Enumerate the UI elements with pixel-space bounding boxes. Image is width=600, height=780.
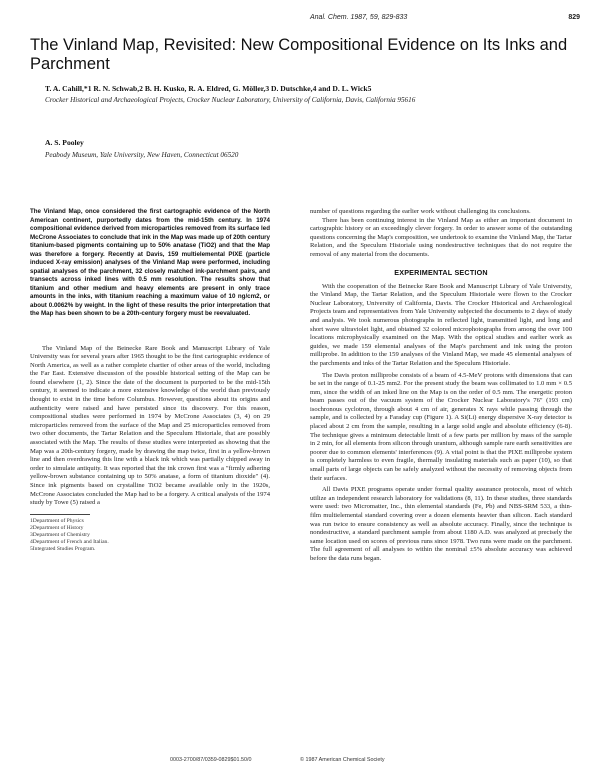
footnote-integrated-studies: 5Integrated Studies Program. xyxy=(30,545,96,552)
intro-continuation: number of questions regarding the earlier work without challenging its conclusions. xyxy=(310,208,531,215)
experimental-paragraph-1: With the cooperation of the Beinecke Rare Book and Manuscript Library of Yale University, the Vinland Map, the Tartar Relation, and the Speculum Historiale were flown to the Crocker Nuclear Laboratory, University of California, Davis. The Crocker Historical and Archaeological Projects team and representatives from Yale University subjected the documents to 2 days of study and analysis. We took numerous photographs in reflected light, transmitted light, and long and short wave ultraviolet light, and obtained 32 colored microphotographs from among the over 100 locations microphysically examined on the Map. With the optical studies and earlier work as guides, we made 159 elemental analyses of the Map's parchment and ink using the proton milliprobe. In addition to the 159 analyses of the Vinland Map, we made 45 elemental analyses of the parchments and inks of the Tartar Relation and the Speculum Historiale. xyxy=(310,282,572,367)
article-code: 0003-2700/87/0359-0829$01.50/0 xyxy=(170,757,252,763)
affiliation-crocker: Crocker Historical and Archaeological Projects, Crocker Nuclear Laboratory, University of California, Davis, California 95616 xyxy=(45,96,416,104)
section-heading-experimental: EXPERIMENTAL SECTION xyxy=(394,267,488,277)
author-pooley: A. S. Pooley xyxy=(45,138,84,147)
experimental-paragraph-3: All Davis PIXE programs operate under formal quality assurance protocols, most of which utilize an independent research laboratory for validations (8, 11). In these studies, three standards were used: two Micromatter, Inc., thin elemental standards (Fe, Pb) and NBS-SRM 533, a thin-film multielemental standard covering over a dozen elements heavier than silicon. Each standard was run twice to ensure consistency as well as absolute accuracy. Finally, since the technique is nondestructive, a standard parchment sample from about 1180 A.D. was analyzed at precisely the same location used on scores of previous runs since 1978. Two runs were made on the parchment. The full agreement of all analyses to within the nominal ±5% absolute accuracy was achieved before the data runs began. xyxy=(310,486,572,562)
right-column xyxy=(310,208,572,564)
author-list: T. A. Cahill,*1 R. N. Schwab,2 B. H. Kusko, R. A. Eldred, G. Möller,3 D. Dutschke,4 and D. L. Wick5 xyxy=(45,84,372,93)
footnote-chemistry: 3Department of Chemistry xyxy=(30,531,90,538)
affiliation-peabody: Peabody Museum, Yale University, New Haven, Connecticut 06520 xyxy=(45,151,239,159)
experimental-paragraph-2: The Davis proton milliprobe consists of a beam of 4.5-MeV protons with dimensions that can be set in the range of 0.1-25 mm2. For the present study the beam was collimated to 1.0 mm × 0.5 mm, since the width of an inked line on the Map is on the order of 0.5 mm. The energetic proton beam passes out of the vacuum system of the Crocker Nuclear Laboratory's 76" (193 cm) isochronous cyclotron, through about 4 cm of air, generates X rays while passing through the sample, and is collected by a Faraday cup (Figure 1). A Si(Li) energy dispersive X-ray detector is placed about 2 cm from the sample, resulting in a large solid angle and absolute efficiency (6-8). The technique gives a minimum detectable limit of a few parts per million by mass of the sample in 2 min, for all elements from silicon through uranium, although sample rare earth sensitivities are poorer due to common elements' interferences (9). A vital point is that the PIXE milliprobe system is completely harmless to even fragile, thermally insulating materials such as paper (10), so that small parts of large objects can be safely analyzed without the necessity of removing objects from their surfaces. xyxy=(310,371,572,482)
motivation-paragraph: There has been continuing interest in the Vinland Map as either an important document in cartographic history or an exceedingly clever forgery. In order to answer some of the outstanding questions concerning the Map's composition, we undertook to examine the Vinland Map, the Tartar Relation, and the Speculum Historiale using nondestructive techniques that do not require the removal of any material from the documents. xyxy=(310,216,572,258)
page-number: 829 xyxy=(568,14,580,21)
footnote-history: 2Department of History xyxy=(30,524,84,531)
intro-paragraph: The Vinland Map of the Beinecke Rare Book and Manuscript Library of Yale University was for several years after 1965 thought to be the first cartographic evidence of North America, as well as a rather complete chartier of other areas of the world, including the Far East. Extensive discussion of the possible historical setting of the Map can be found elsewhere (1, 2). Since the date of the document is purported to be the mid-15th century, it seemed to indicate a more extensive knowledge of the world than previously thought to exist in the time before Columbus. However, questions about its origins and authenticity were raised and have persisted since its discovery. For this reason, compositional studies were performed in 1974 by McCrone Associates (3, 4) on 29 microparticles removed from the surface of the Map and 25 microparticles removed from two other documents, the Tartar Relation and the Speculum Historiale, that are possibly associated with the Map. The results of these studies were interpreted as showing that the Map was a 20th-century forgery, made by drawing the map twice, first in a yellow-brown line and then overdrawing this line with a black ink which was partially chipped away in order to simulate antiquity. It was reported that the ink crown first was a "firmly adhering yellow-brown substance containing up to 50% anatase, a form of titanium dioxide" (4). Since ink pigments based on crystalline TiO2 became available only in the 1920s, McCrone Associates concluded the Map had to be a forgery. A critical analysis of the 1974 study by Towe (5) raised a xyxy=(30,344,270,507)
footnote-french-italian: 4Department of French and Italian. xyxy=(30,538,109,545)
footnote-physics: 1Department of Physics xyxy=(30,517,84,524)
abstract: The Vinland Map, once considered the first cartographic evidence of the North American continent, purportedly dates from the mid-15th century. In 1974 compositional evidence derived from microparticles removed from its surface led McCrone Associates to conclude that ink in the Map was made up of 20th century titanium-based pigments containing up to 50% anatase (TiO2) and that the Map was therefore a forgery. Recently at Davis, 159 multielemental PIXE (particle induced X-ray emission) analyses of the Vinland Map were performed, including spatial analyses of the parchment, 32 closely matched ink-parchment pairs, and transects across inked lines with 0.5 mm resolution. The results show that titanium and other medium and heavy elements are present in only trace amounts in the inks, with titanium reaching a maximum value of 10 ng/cm2, or about 0.0062% by weight. In the light of these results the prior interpretation that the Map has been shown to be a 20th-century forgery must be reevaluated. xyxy=(30,208,270,317)
journal-citation: Anal. Chem. 1987, 59, 829-833 xyxy=(310,14,408,21)
copyright-notice: © 1987 American Chemical Society xyxy=(300,757,385,763)
footnote-divider xyxy=(30,514,90,515)
article-title: The Vinland Map, Revisited: New Compositional Evidence on Its Inks and Parchment xyxy=(30,36,568,73)
left-column xyxy=(30,208,270,553)
